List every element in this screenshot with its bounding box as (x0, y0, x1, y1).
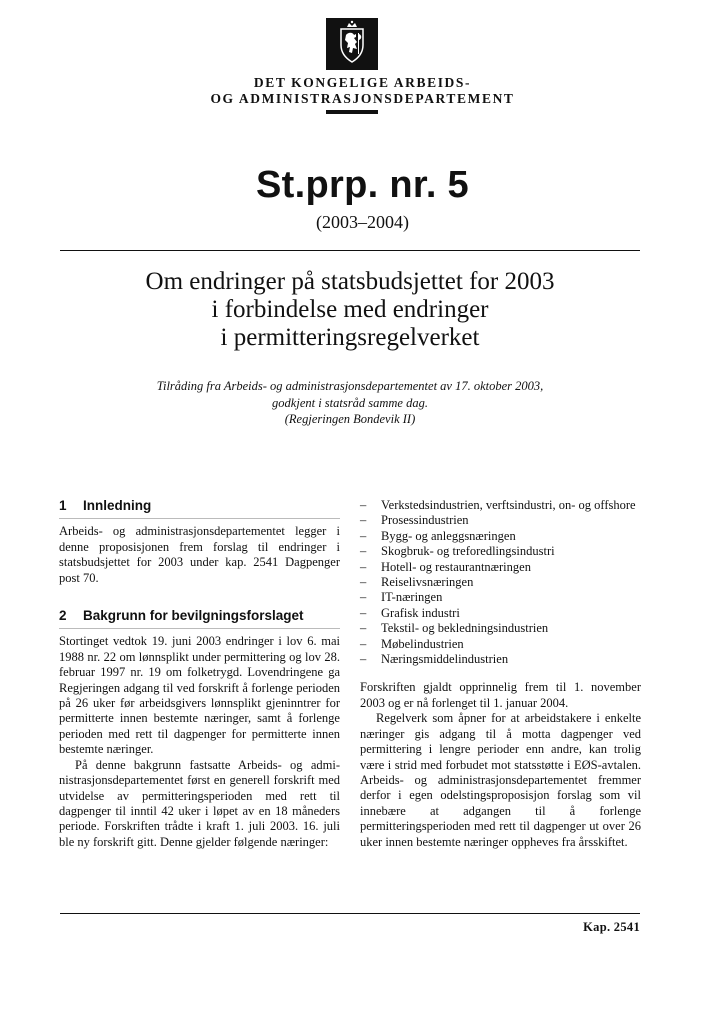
dash-marker: – (360, 652, 367, 667)
dash-marker: – (360, 544, 367, 559)
department-underline-bar (326, 110, 378, 114)
list-item (360, 560, 641, 575)
list-item (360, 513, 641, 528)
department-name-line1: DET KONGELIGE ARBEIDS- (253, 75, 472, 90)
list-item (360, 498, 641, 513)
paragraph: Forskriften gjaldt opprinnelig frem til 1. november 2003 og er nå forlenget til 1. januar 2004. (360, 680, 641, 710)
list-item-text: IT-næringen (381, 590, 443, 605)
footer-divider (60, 913, 640, 914)
list-item-text: Næringsmiddelindustrien (381, 652, 509, 667)
list-item (360, 590, 641, 605)
subject-line: i forbindelse med endringer (211, 296, 489, 323)
list-item-text: Bygg- og anleggsnæringen (381, 528, 516, 543)
list-item-text: Skogbruk- og treforedlingsindustri (381, 544, 555, 559)
dash-marker: – (360, 590, 367, 605)
list-item-text: Møbelindustrien (381, 636, 464, 651)
section-number: 1 (59, 498, 67, 513)
list-item (360, 652, 641, 667)
document-subject (60, 268, 640, 352)
dash-marker: – (360, 575, 367, 590)
document-title: St.prp. nr. 5 (256, 164, 469, 206)
dash-marker: – (360, 528, 367, 543)
endorsement-line: (Regjeringen Bondevik II) (284, 412, 416, 426)
endorsement-line: godkjent i statsråd samme dag. (272, 395, 428, 410)
industry-list (360, 498, 641, 667)
dash-marker: – (360, 498, 367, 512)
spacer (360, 667, 641, 680)
chapter-reference: Kap. 2541 (583, 920, 640, 934)
endorsement-line: Tilråding fra Arbeids- og administrasjonsdepartementet av 17. oktober 2003, (156, 379, 544, 393)
title-divider (60, 250, 640, 251)
list-item (360, 637, 641, 652)
dash-marker: – (360, 513, 367, 528)
dash-marker: – (360, 559, 367, 574)
section-heading-bakgrunn (59, 608, 340, 629)
subject-line: i permitteringsregelverket (220, 324, 480, 351)
list-item (360, 606, 641, 621)
paragraph: Arbeids- og administrasjonsdepartementet legger i denne proposisjonen frem forslag til endringer i statsbudsjettet for 2003 under kap. 2541 Dagpenger post 70. (59, 524, 340, 585)
list-item (360, 575, 641, 590)
government-crest (326, 18, 378, 70)
list-item (360, 544, 641, 559)
paragraph: På denne bakgrunn fastsatte Arbeids- og administrasjonsdepartementet først en generell forskrift med utvidelse av permitteringsperioden med rett til dagpenger til inntil 42 uker i løpet av en 18 måneders periode. Forskriften trådte i kraft 1. juli 2003. 16. juli ble ny forskrift gitt. Denne gjelder følgende næringer: (59, 757, 340, 849)
section-title: Bakgrunn for bevilgningsforslaget (83, 608, 304, 624)
dash-marker: – (360, 621, 367, 636)
list-item-text: Tekstil- og bekledningsindustrien (381, 621, 549, 636)
dash-marker: – (360, 636, 367, 651)
dash-marker: – (360, 605, 367, 620)
section-heading-innledning (59, 498, 340, 519)
norwegian-lion-crest-icon (326, 18, 378, 70)
list-item (360, 529, 641, 544)
session-year: (2003–2004) (316, 212, 409, 232)
left-column (59, 498, 340, 850)
list-item-text: Reiselivsnæringen (381, 575, 474, 590)
section-title: Innledning (83, 498, 152, 513)
right-column (360, 498, 641, 850)
list-item-text: Grafisk industri (381, 605, 460, 620)
department-name-line2: OG ADMINISTRASJONSDEPARTEMENT (210, 91, 515, 106)
paragraph: Regelverk som åpner for at arbeidstakere i enkelte næringer gis adgang til å motta dagpenger ved permittering i lengre perioder enn andre, kan trolig være i strid med forbudet mot statsstøtte i EØS-avtalen. Arbeids- og administrasjonsdepartementet fremmer derfor i egen odelstingsproposisjon forslag som vil innebære at adgangen til å forlenge permitteringsperioden med rett til dagpenger ut over 26 uker innen bestemte næringer oppheves fra årsskiftet. (360, 711, 641, 849)
subject-line: Om endringer på statsbudsjettet for 2003 (145, 268, 555, 295)
list-item-text: Prosessindustrien (381, 513, 469, 528)
paragraph: Stortinget vedtok 19. juni 2003 endringer i lov 6. mai 1988 nr. 22 om lønnsplikt under permittering og lov 28. februar 1997 nr. 19 om folketrygd. Lovendringene ga Regjeringen adgang til ved forskrift å forlenge perioden på 26 uker før arbeidsgivers lønnsplikt gjeninntrer for permitterte innen bestemte næringer, samt å forlenge perioden med rett til dagpenger for permitterte innen bestemte næringer. (59, 634, 340, 757)
list-item (360, 621, 641, 636)
list-item-text: Hotell- og restaurantnæringen (381, 559, 531, 574)
list-item-text: Verkstedsindustrien, verftsindustri, on- og offshore (381, 498, 636, 512)
section-number: 2 (59, 608, 67, 624)
endorsement-note (60, 378, 640, 428)
